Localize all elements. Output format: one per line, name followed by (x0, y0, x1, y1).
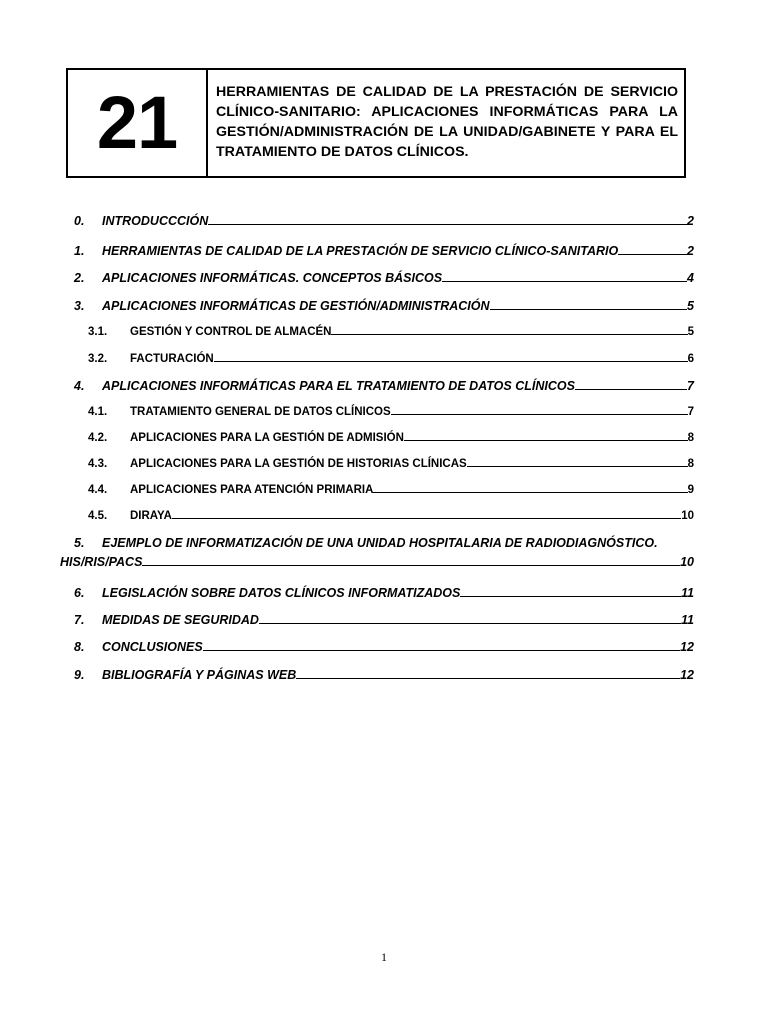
toc-page: 11 (681, 586, 694, 600)
toc-leader (208, 224, 687, 225)
toc-label: FACTURACIÓN (130, 353, 214, 365)
toc-entry[interactable] (74, 379, 694, 393)
toc-label: APLICACIONES INFORMÁTICAS PARA EL TRATAMIENTO DE DATOS CLÍNICOS (102, 379, 575, 393)
toc-page: 7 (687, 406, 694, 418)
toc-page: 11 (681, 613, 694, 627)
toc-page: 10 (681, 510, 694, 522)
toc-page: 8 (687, 432, 694, 444)
toc-number: 2. (74, 271, 85, 285)
toc-page: 8 (687, 458, 694, 470)
toc-entry[interactable] (74, 271, 694, 285)
toc-number: 6. (74, 586, 85, 600)
toc-page: 2 (687, 244, 694, 258)
toc-number: 1. (74, 244, 85, 258)
toc-subentry[interactable] (74, 510, 694, 522)
toc-leader (467, 466, 688, 467)
toc-number: 9. (74, 668, 85, 682)
toc-number: 7. (74, 613, 85, 627)
chapter-number: 21 (68, 70, 208, 176)
toc-label: DIRAYA (130, 510, 172, 522)
toc-leader (404, 440, 688, 441)
toc-page: 6 (687, 353, 694, 365)
toc-page: 4 (687, 271, 694, 285)
toc-label: MEDIDAS DE SEGURIDAD (102, 613, 259, 627)
toc-number: 3. (74, 299, 85, 313)
toc-leader (460, 596, 681, 597)
chapter-title: HERRAMIENTAS DE CALIDAD DE LA PRESTACIÓN DE SERVICIO CLÍNICO-SANITARIO: APLICACIONES INFORMÁTICAS PARA LA GESTIÓN/ADMINISTRACIÓN DE LA UNIDAD/GABINETE Y PARA EL TRATAMIENTO DE DATOS CLÍNICOS. (216, 84, 678, 160)
toc-label: GESTIÓN Y CONTROL DE ALMACÉN (130, 326, 332, 338)
toc-label-line2: HIS/RIS/PACS (60, 555, 143, 569)
toc-entry[interactable] (74, 244, 694, 258)
toc-leader (618, 254, 687, 255)
toc-entry[interactable] (74, 214, 694, 228)
toc-number: 4.4. (88, 484, 108, 496)
toc-number: 8. (74, 640, 85, 654)
toc-number: 3.2. (88, 353, 108, 365)
page-number: 1 (381, 950, 387, 964)
toc-number: 0. (74, 214, 85, 228)
toc-leader (142, 565, 680, 566)
toc-number: 4.5. (88, 510, 108, 522)
toc-entry[interactable] (74, 299, 694, 313)
toc-number: 4. (74, 379, 85, 393)
toc-page: 5 (687, 299, 694, 313)
toc-subentry[interactable] (74, 458, 694, 470)
toc-leader (442, 281, 687, 282)
toc-entry[interactable] (74, 613, 694, 627)
toc-label: APLICACIONES INFORMÁTICAS. CONCEPTOS BÁSICOS (102, 271, 443, 285)
toc-page: 2 (687, 214, 694, 228)
toc-subentry[interactable] (74, 353, 694, 365)
toc-subentry[interactable] (74, 484, 694, 496)
toc-label: INTRODUCCCIÓN (102, 214, 209, 228)
chapter-header (66, 68, 686, 178)
toc-label: LEGISLACIÓN SOBRE DATOS CLÍNICOS INFORMATIZADOS (102, 586, 461, 600)
toc-leader (490, 309, 688, 310)
toc-entry[interactable] (74, 586, 694, 600)
toc-label: HERRAMIENTAS DE CALIDAD DE LA PRESTACIÓN DE SERVICIO CLÍNICO-SANITARIO (102, 244, 619, 258)
toc-page: 10 (680, 555, 694, 569)
toc-label: APLICACIONES PARA ATENCIÓN PRIMARIA (130, 484, 374, 496)
toc-subentry[interactable] (74, 406, 694, 418)
toc-label: APLICACIONES PARA LA GESTIÓN DE ADMISIÓN (130, 432, 404, 444)
toc-label: BIBLIOGRAFÍA Y PÁGINAS WEB (102, 668, 297, 682)
toc-leader (259, 623, 681, 624)
toc-number: 4.3. (88, 458, 108, 470)
toc-label-line1: EJEMPLO DE INFORMATIZACIÓN DE UNA UNIDAD HOSPITALARIA DE RADIODIAGNÓSTICO. (102, 536, 658, 550)
toc-leader (172, 518, 681, 519)
toc-leader (391, 414, 688, 415)
toc-page: 9 (687, 484, 694, 496)
toc-label: APLICACIONES PARA LA GESTIÓN DE HISTORIAS CLÍNICAS (130, 458, 467, 470)
toc-entry[interactable] (74, 668, 694, 682)
toc-leader (203, 650, 680, 651)
toc-number: 4.2. (88, 432, 108, 444)
toc-number: 5. (74, 536, 85, 550)
toc-leader (331, 334, 687, 335)
toc-page: 12 (680, 640, 694, 654)
toc-subentry[interactable] (74, 432, 694, 444)
toc-entry[interactable] (74, 640, 694, 654)
toc-page: 7 (687, 379, 694, 393)
toc-leader (373, 492, 687, 493)
toc-label: TRATAMIENTO GENERAL DE DATOS CLÍNICOS (130, 406, 391, 418)
toc-subentry[interactable] (74, 326, 694, 338)
toc-page: 12 (680, 668, 694, 682)
toc-label: CONCLUSIONES (102, 640, 203, 654)
toc-page: 5 (687, 326, 694, 338)
toc-number: 3.1. (88, 326, 108, 338)
toc-leader (575, 389, 687, 390)
toc-number: 4.1. (88, 406, 108, 418)
toc-label: APLICACIONES INFORMÁTICAS DE GESTIÓN/ADMINISTRACIÓN (102, 299, 490, 313)
toc-entry[interactable] (60, 536, 694, 569)
toc-leader (214, 361, 688, 362)
toc-leader (296, 678, 680, 679)
